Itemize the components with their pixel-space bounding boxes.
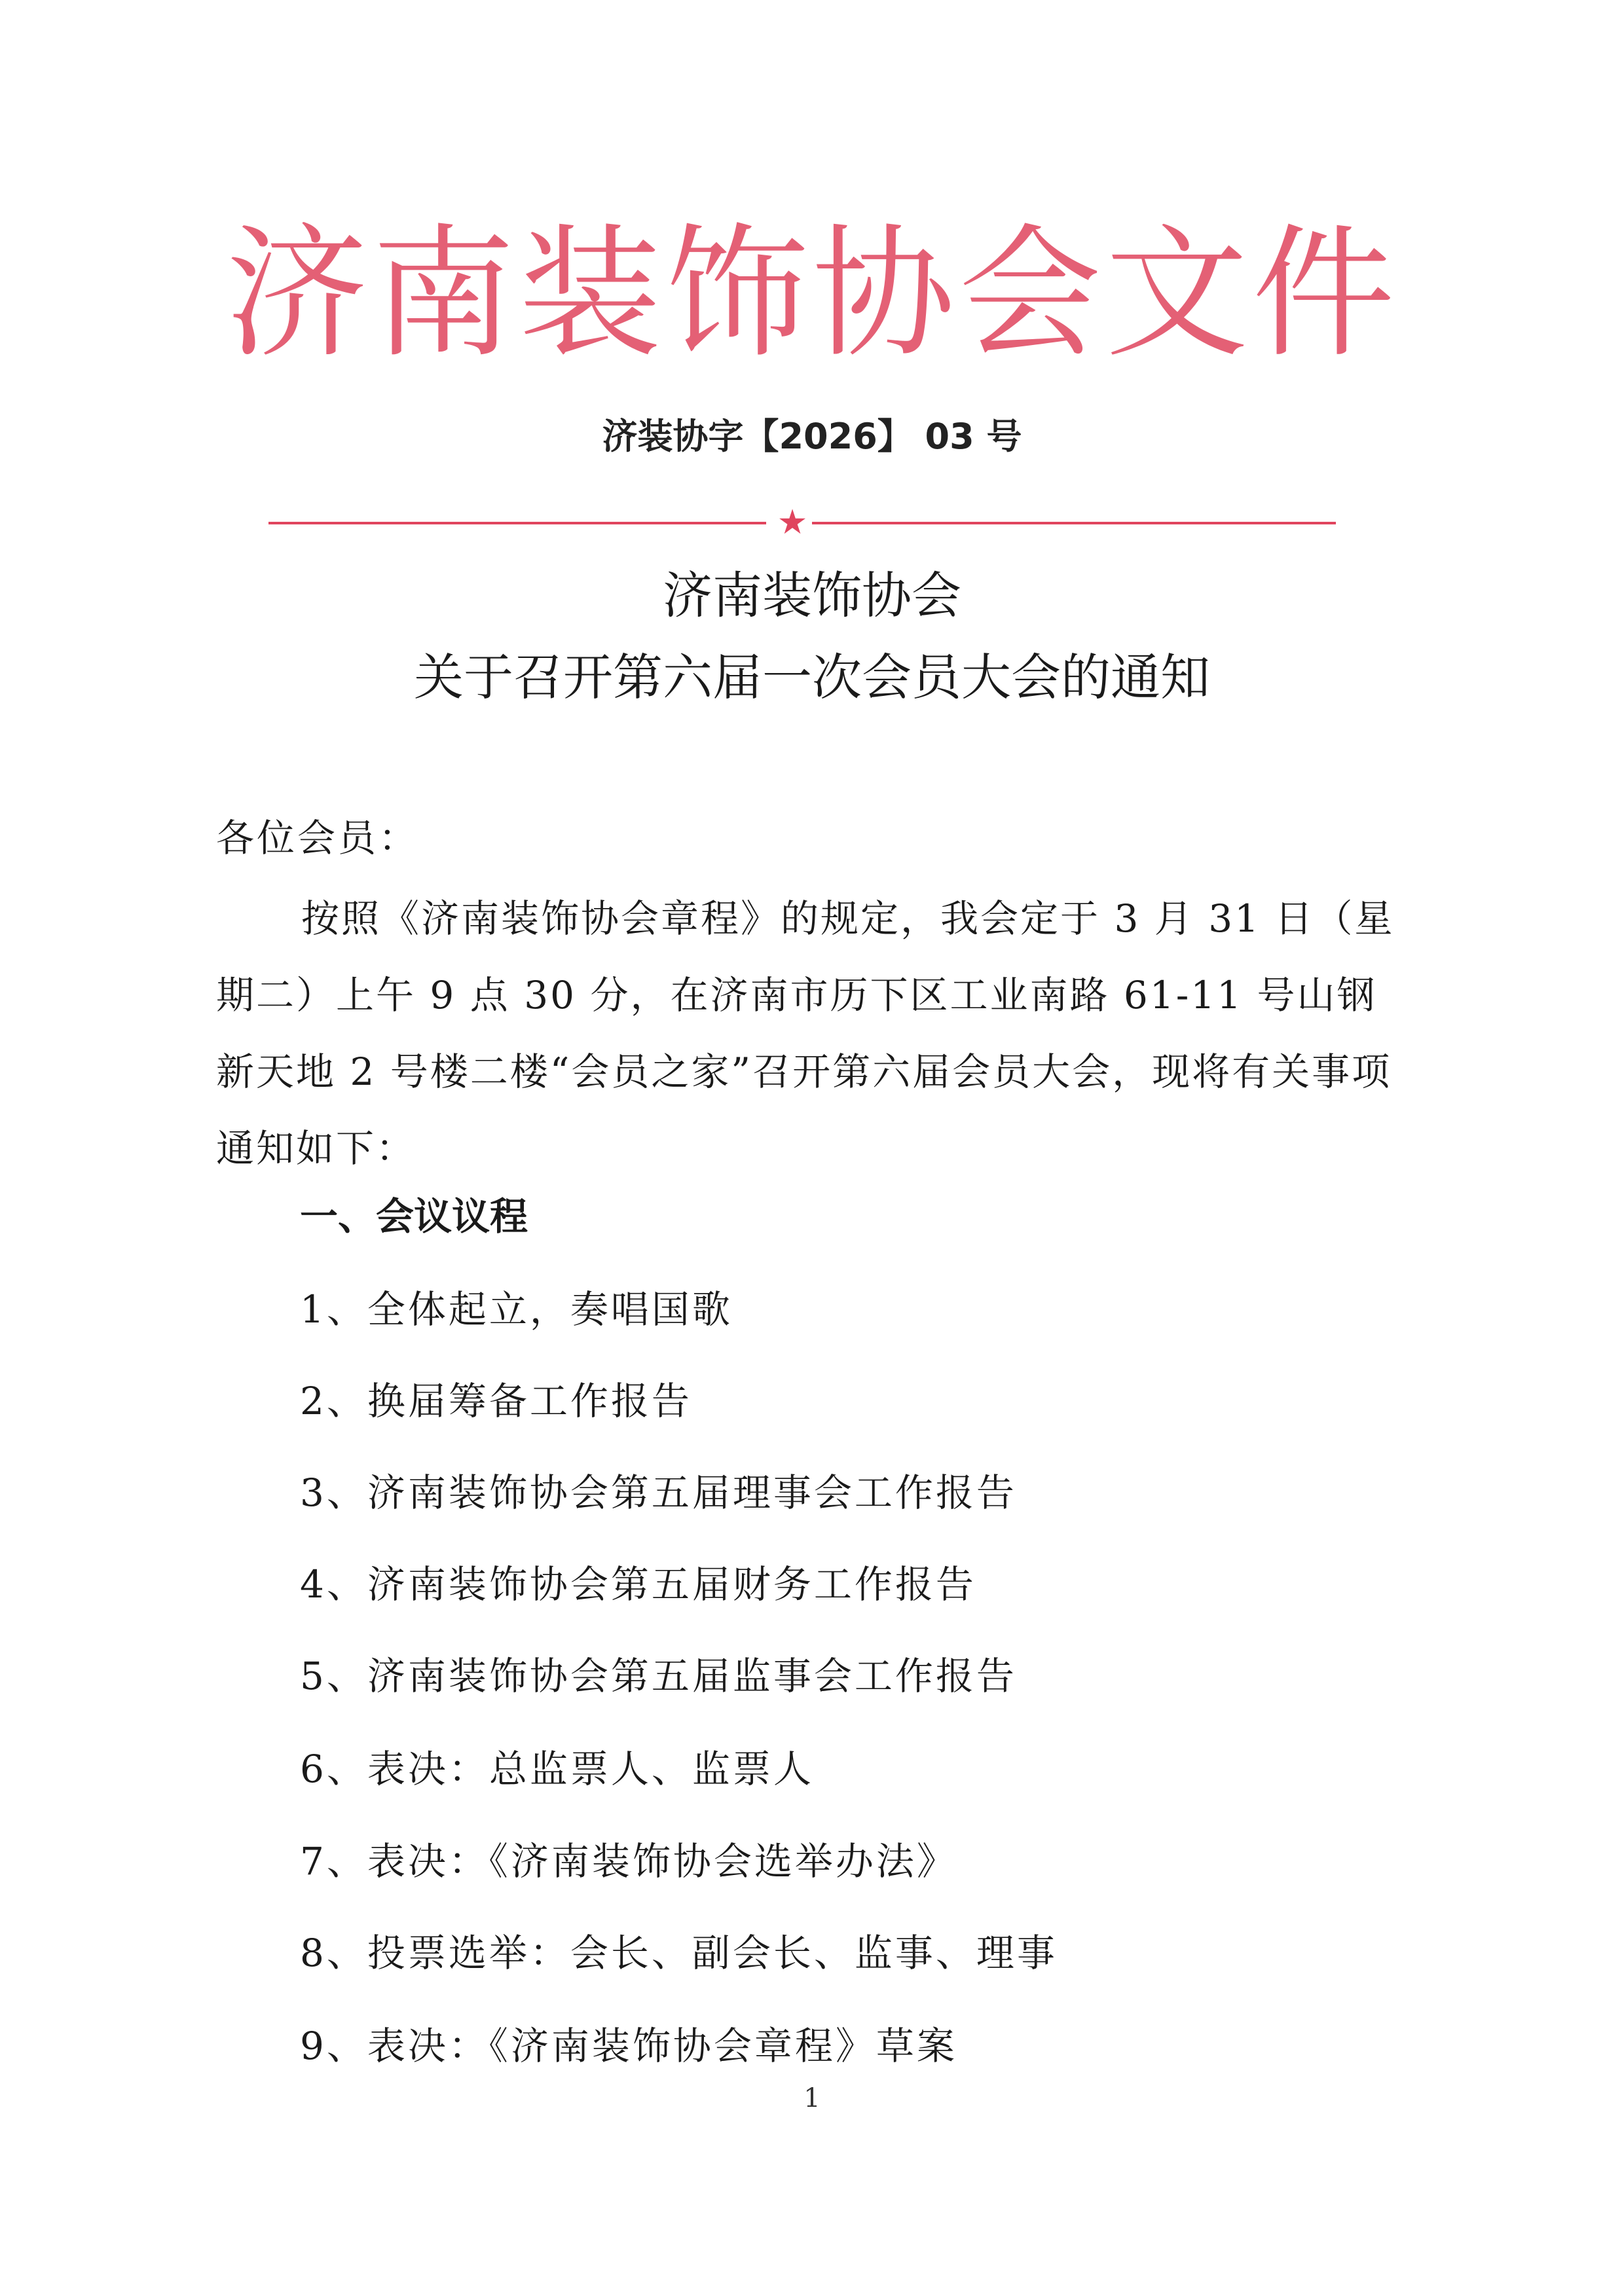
divider-line-left	[268, 522, 766, 524]
salutation: 各位会员：	[216, 816, 420, 860]
agenda-item: 4、济南装饰协会第五届财务工作报告	[300, 1562, 976, 1607]
agenda-item: 9、表决：《济南装饰协会章程》草案	[300, 2024, 957, 2068]
document-number: 济装协字【2026】 03 号	[602, 416, 1022, 457]
agenda-item: 2、换届筹备工作报告	[300, 1379, 692, 1423]
agenda-item: 5、济南装饰协会第五届监事会工作报告	[300, 1654, 1017, 1698]
agenda-item: 3、济南装饰协会第五届理事会工作报告	[300, 1470, 1017, 1515]
notice-title-line1: 济南装饰协会	[663, 566, 961, 625]
divider-line-right	[812, 522, 1336, 524]
agenda-item: 7、表决：《济南装饰协会选举办法》	[300, 1839, 957, 1884]
agenda-item: 1、全体起立，奏唱国歌	[300, 1287, 733, 1332]
agenda-item: 8、投票选举：会长、副会长、监事、理事	[300, 1931, 1058, 1975]
notice-title-line2: 关于召开第六届一次会员大会的通知	[414, 648, 1210, 706]
agenda-item: 6、表决：总监票人、监票人	[300, 1747, 814, 1791]
document-masthead: 济南装饰协会文件	[225, 211, 1399, 377]
red-divider	[268, 503, 1336, 542]
page-number: 1	[803, 2083, 821, 2113]
star-icon: ★	[777, 503, 808, 542]
body-paragraph: 按照《济南装饰协会章程》的规定，我会定于 3 月 31 日（星期二）上午 9 点 30 分，在济南市历下区工业南路 61-11 号山钢新天地 2 号楼二楼“会员之家”召开第六届会员大会，现将有关事项通知如下：	[216, 896, 1395, 1171]
section-heading-agenda: 一、会议议程	[300, 1194, 528, 1239]
